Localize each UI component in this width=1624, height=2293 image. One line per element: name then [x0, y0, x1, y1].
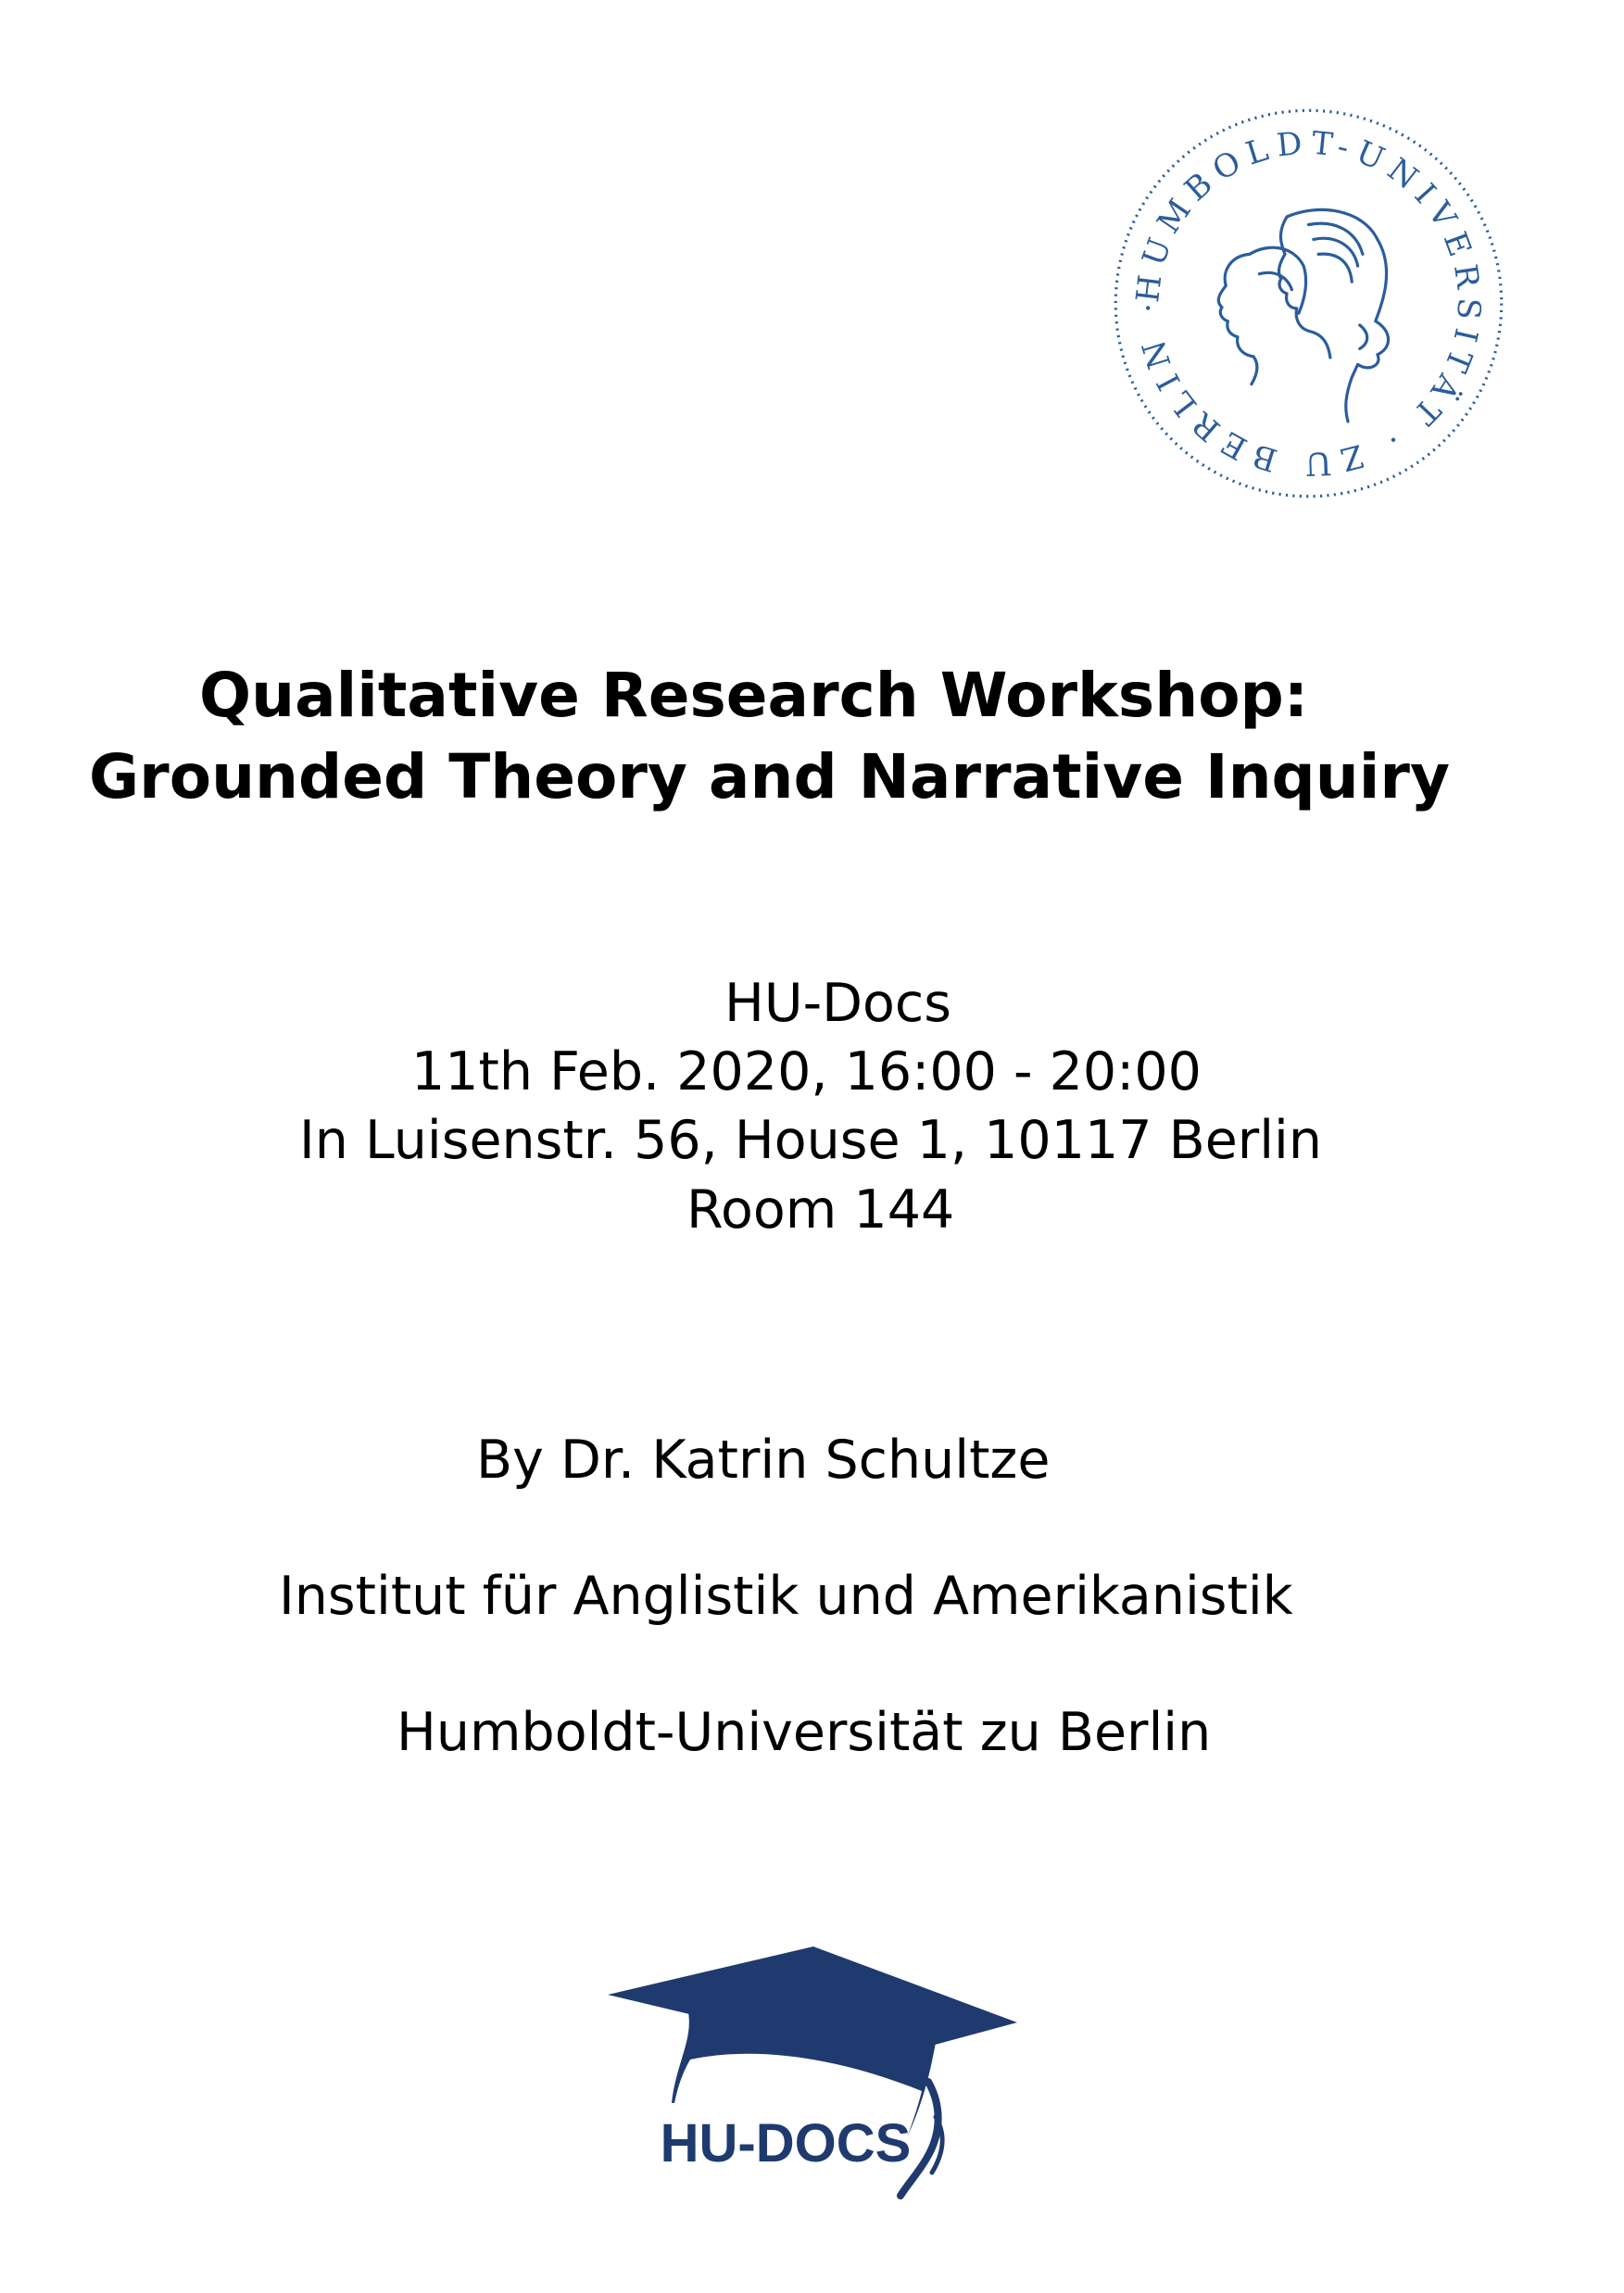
- seal-text: HUMBOLDT-UNIVERSITÄT · ZU BERLIN ·: [1129, 124, 1488, 483]
- title-line-2: Grounded Theory and Narrative Inquiry: [89, 741, 1450, 813]
- university-seal-icon: [1112, 107, 1505, 500]
- graduation-cap-icon: [602, 1941, 1028, 2205]
- hu-docs-logo: [602, 1941, 1028, 2205]
- title-line-1: Qualitative Research Workshop:: [199, 660, 1309, 731]
- profile-heads-icon: [1218, 209, 1388, 422]
- seal-lettering: [1129, 124, 1488, 482]
- speaker-name: By Dr. Katrin Schultze: [476, 1430, 1051, 1491]
- speaker-university: Humboldt-Universität zu Berlin: [397, 1702, 1212, 1763]
- university-seal: [1112, 107, 1505, 500]
- organizer-name: HU-Docs: [724, 973, 951, 1034]
- event-room: Room 144: [686, 1179, 955, 1241]
- speaker-institute: Institut für Anglistik und Amerikanistik: [279, 1566, 1293, 1627]
- event-date-time: 11th Feb. 2020, 16:00 - 20:00: [411, 1041, 1202, 1102]
- event-address: In Luisenstr. 56, House 1, 10117 Berlin: [299, 1110, 1323, 1171]
- logo-text: HU-DOCS: [660, 2113, 912, 2173]
